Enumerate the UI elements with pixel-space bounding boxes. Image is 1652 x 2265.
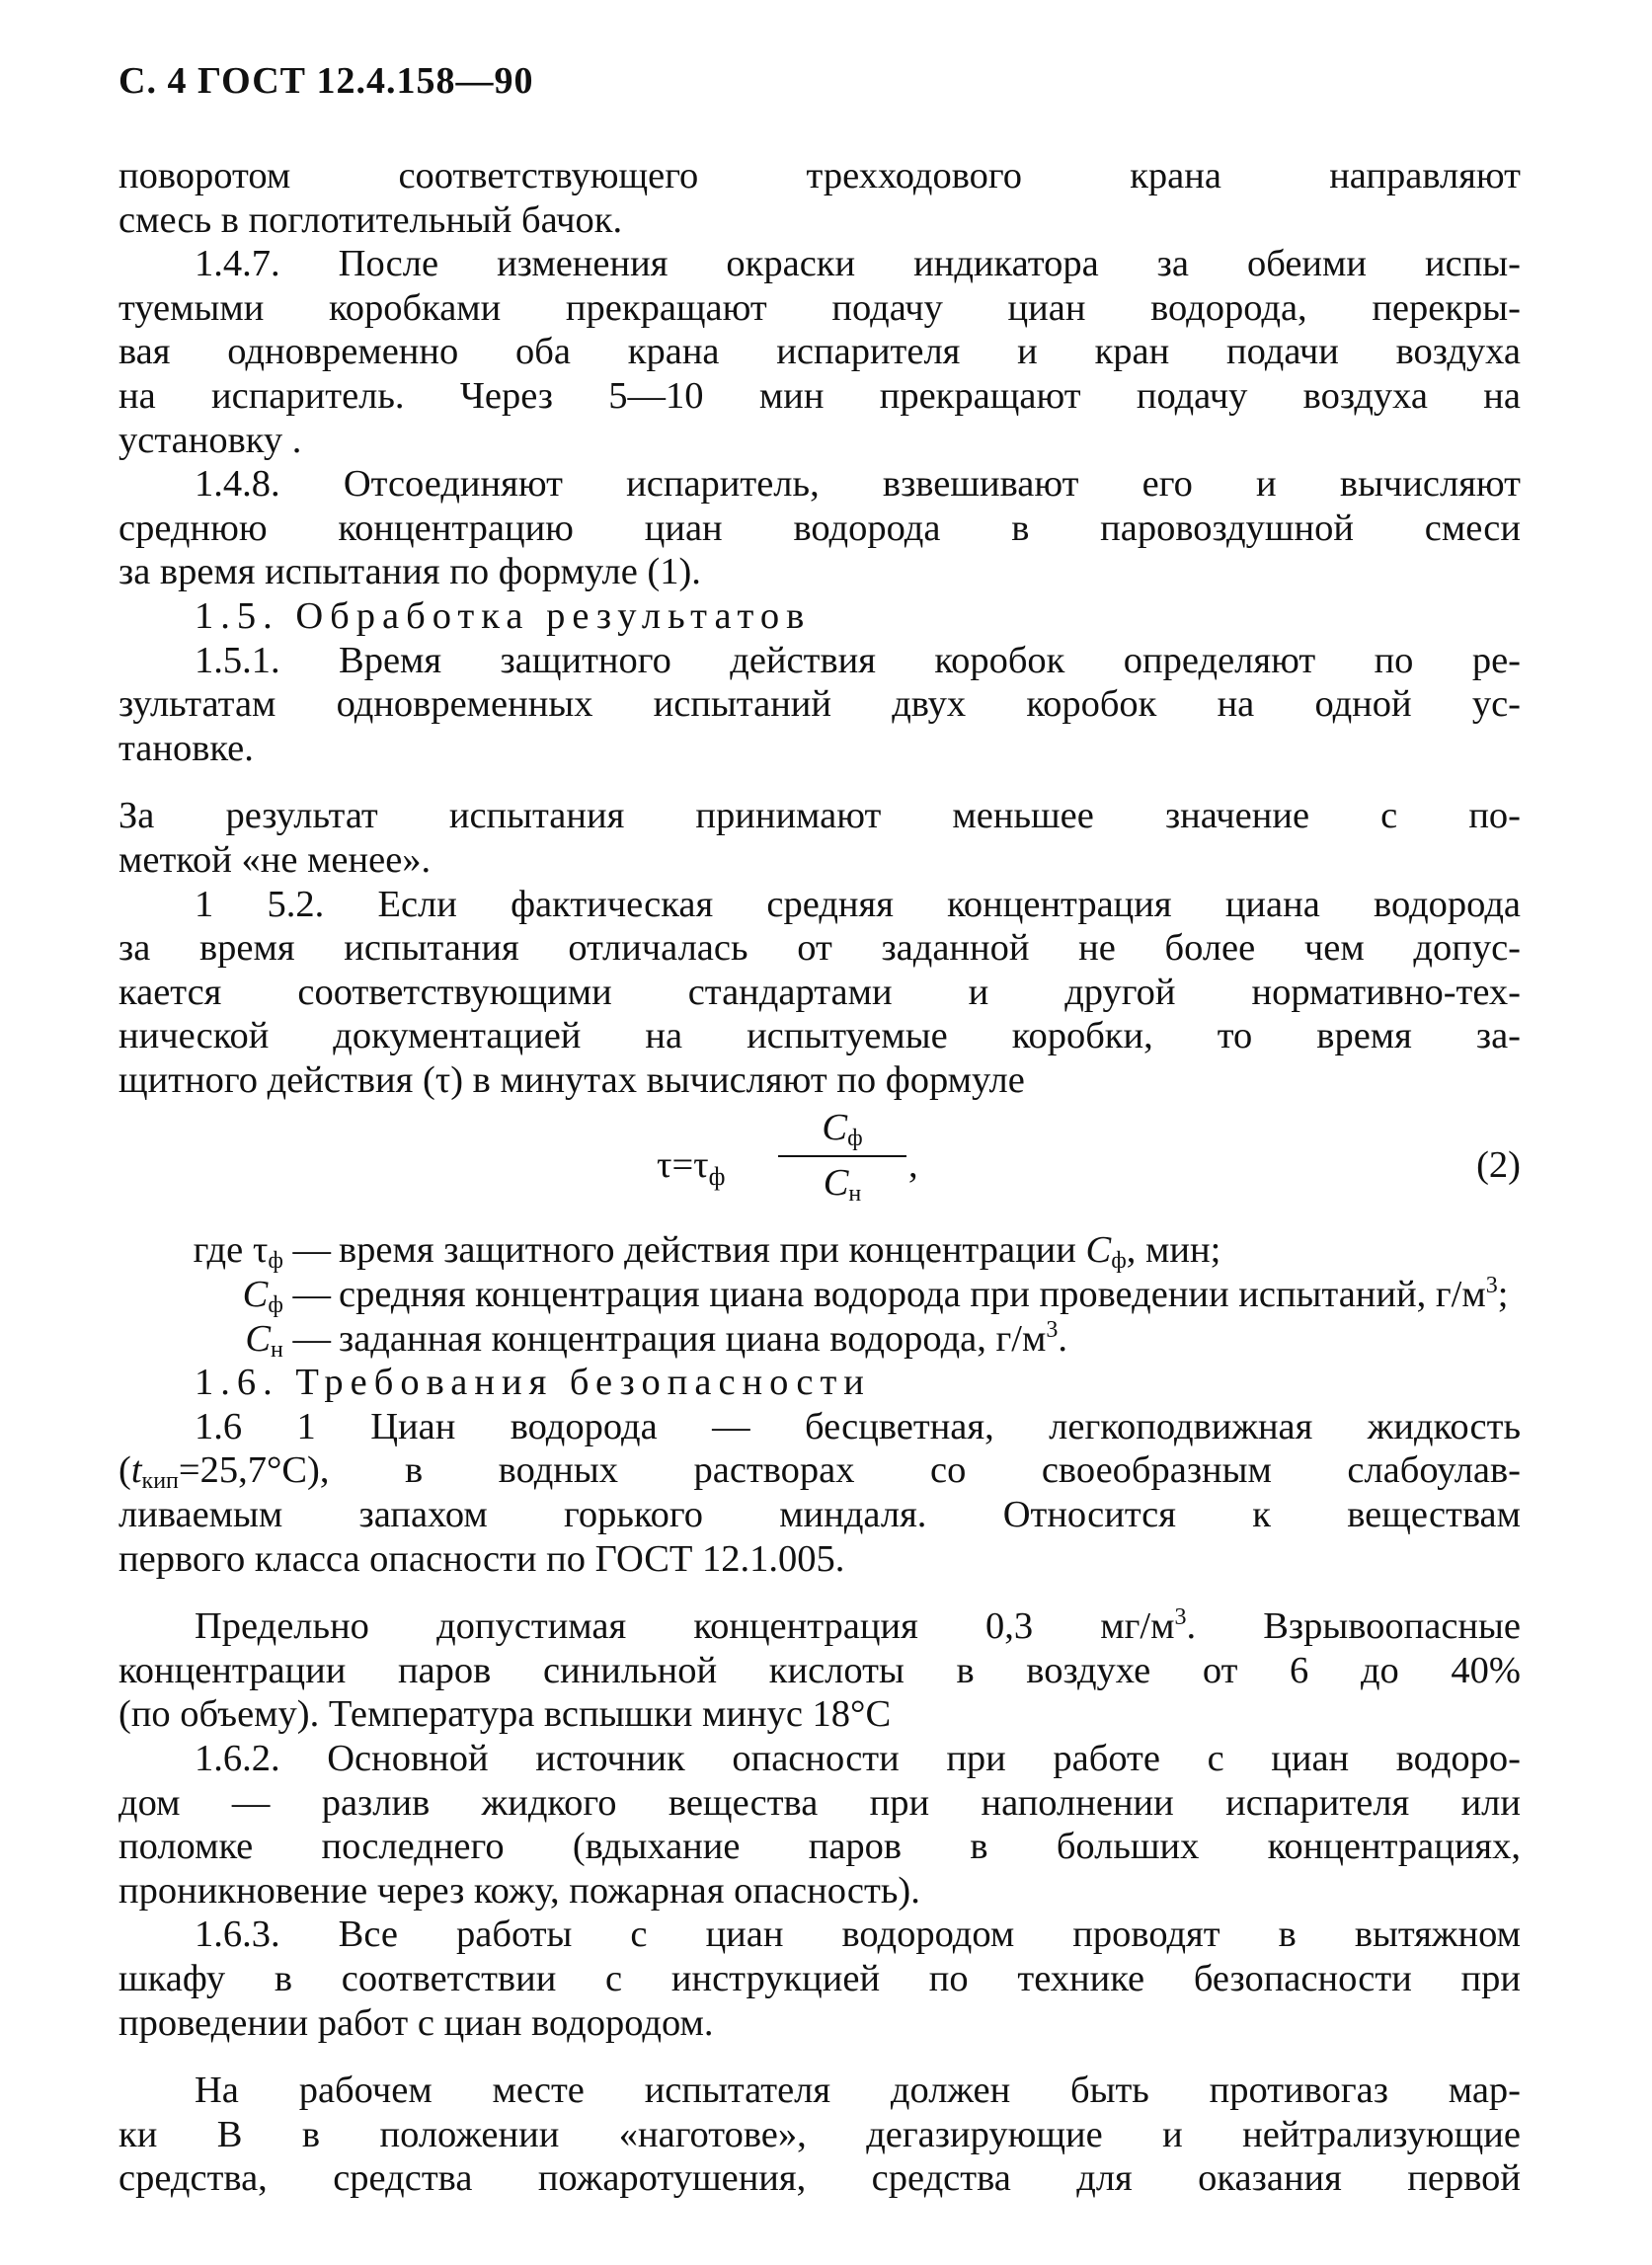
text-line: поворотом соответствующего трехходового крана направляют (118, 155, 1521, 196)
formula-lhs: $\tau=\tau_ф$ (657, 1144, 726, 1192)
text-line: кается соответствующими стандартами и другой нормативно-тех- (118, 971, 1521, 1013)
fraction-bar (778, 1155, 906, 1157)
text-line: 1.5.1. Время защитного действия коробок определяют по ре- (195, 639, 1521, 681)
text-line: проникновение через кожу, пожарная опасность). (118, 1869, 920, 1912)
text-line: тановке. (118, 727, 254, 769)
text-line: установку . (118, 419, 302, 461)
text-line: поломке последнего (вдыхание паров в больших концентрациях, (118, 1826, 1521, 1868)
definition-symbol: $C_н$ — (245, 1317, 331, 1363)
definition-row (118, 1317, 1521, 1362)
text-line: проведении работ с циан водородом. (118, 2001, 714, 2044)
text-line: вая одновременно оба крана испарителя и кран подачи воздуха (118, 331, 1521, 373)
text-line: смесь в поглотительный бачок. (118, 198, 623, 241)
text-line: ки В в положении «наготове», дегазирующие и нейтрализующие (118, 2113, 1521, 2155)
text-line: зультатам одновременных испытаний двух коробок на одной ус- (118, 683, 1521, 726)
definition-symbol: где $\tau_ф$ — (193, 1229, 331, 1275)
definition-symbol: $C_ф$ — (242, 1274, 331, 1319)
definition-row (118, 1273, 1521, 1317)
definition-text: средняя концентрация циана водорода при проведении испытаний, $г/м^3$; (339, 1273, 1509, 1316)
text-line: меткой «не менее». (118, 838, 432, 881)
fraction-numerator: $C_ф$ (822, 1107, 863, 1152)
formula-comma: , (908, 1144, 918, 1187)
equation-number: (2) (1476, 1144, 1521, 1187)
text-line: (по объему). Температура вспышки минус 18°С (118, 1693, 892, 1736)
text-line: средства, средства пожаротушения, средства для оказания первой (118, 2157, 1521, 2200)
text-line: за время испытания по формуле (1). (118, 551, 701, 593)
text-line: 1.4.7. После изменения окраски индикатора за обеими испы- (195, 243, 1521, 285)
text-line: Предельно допустимая концентрация 0,3 $мг/м^3$. Взрывоопасные (195, 1604, 1521, 1648)
text-line: ливаемым запахом горького миндаля. Относится к веществам (118, 1494, 1521, 1536)
text-line: щитного действия (τ) в минутах вычисляют по формуле (118, 1058, 1025, 1101)
text-line: На рабочем месте испытателя должен быть противогаз мар- (195, 2070, 1521, 2112)
text-line: туемыми коробками прекращают подачу циан водорода, перекры- (118, 286, 1521, 329)
text-line: дом — разлив жидкого вещества при наполнении испарителя или (118, 1781, 1521, 1824)
formula-2 (118, 1106, 1521, 1222)
text-line: за время испытания отличалась от заданной не более чем допус- (118, 927, 1521, 970)
text-line: шкафу в соответствии с инструкцией по технике безопасности при (118, 1957, 1521, 1999)
page-header: С. 4 ГОСТ 12.4.158—90 (118, 60, 534, 102)
formula-fraction (778, 1106, 906, 1208)
text-line: $(t_{кип}=25,7^\circ С)$, в водных растворах со своеобразным слабоулав- (118, 1449, 1521, 1495)
fraction-denominator: $C_н$ (823, 1162, 862, 1208)
text-line: концентрации паров синильной кислоты в воздухе от 6 до 40% (118, 1649, 1521, 1691)
section-heading-1-5: 1.5. Обработка результатов (195, 594, 812, 637)
text-line: 1.6 1 Циан водорода — бесцветная, легкоподвижная жидкость (195, 1405, 1521, 1447)
text-line: 1.4.8. Отсоединяют испаритель, взвешивают его и вычисляют (195, 463, 1521, 506)
text-line: 1 5.2. Если фактическая средняя концентрация циана водорода (195, 883, 1521, 925)
definition-text: время защитного действия при концентрации $C_ф$, мин; (339, 1229, 1221, 1275)
definition-text: заданная концентрация циана водорода, $г/м^3$. (339, 1316, 1067, 1360)
definition-row (118, 1228, 1521, 1273)
document-page (118, 59, 1521, 2201)
text-line: на испаритель. Через 5—10 мин прекращают подачу воздуха на (118, 374, 1521, 417)
text-line: среднюю концентрацию циан водорода в паровоздушной смеси (118, 507, 1521, 549)
text-line: нической документацией на испытуемые коробки, то время за- (118, 1015, 1521, 1057)
variable-definitions (118, 1228, 1521, 1361)
text-line: первого класса опасности по ГОСТ 12.1.005. (118, 1537, 845, 1580)
text-line: 1.6.3. Все работы с циан водородом проводят в вытяжном (195, 1914, 1521, 1956)
text-line: За результат испытания принимают меньшее значение с по- (118, 795, 1521, 837)
text-line: 1.6.2. Основной источник опасности при работе с циан водоро- (195, 1738, 1521, 1779)
section-heading-1-6: 1.6. Требования безопасности (195, 1362, 871, 1404)
